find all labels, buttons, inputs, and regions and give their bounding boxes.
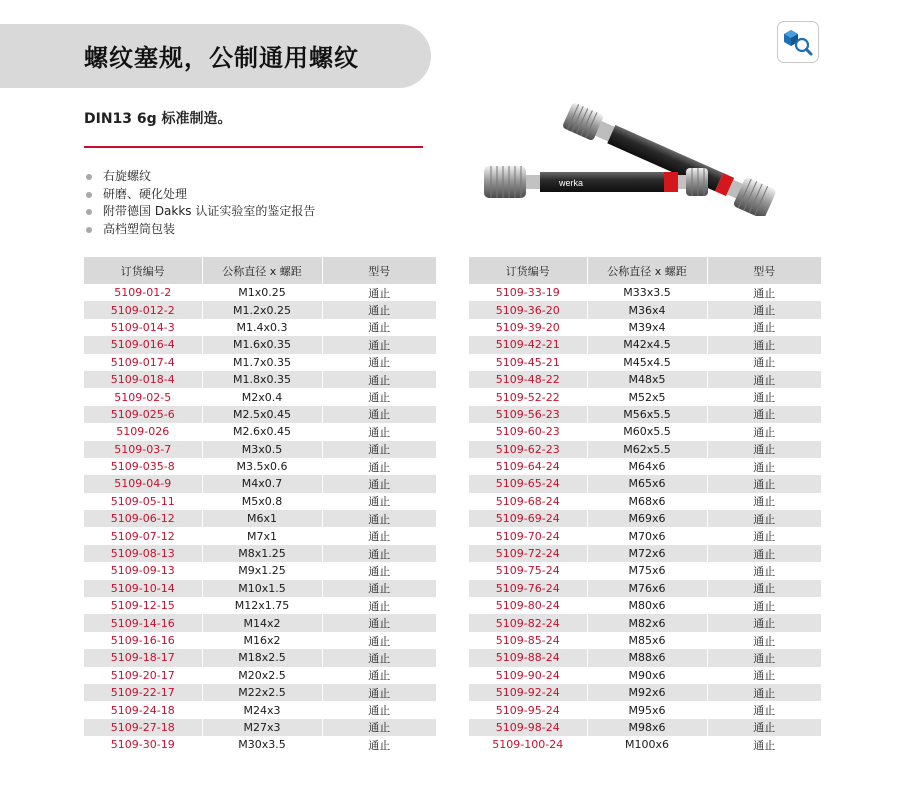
model-cell: 通止	[707, 371, 821, 388]
nominal-size-cell: M98x6	[587, 719, 707, 736]
order-number-cell: 5109-30-19	[84, 736, 202, 753]
order-number-cell: 5109-20-17	[84, 667, 202, 684]
nominal-size-cell: M82x6	[587, 614, 707, 631]
feature-list	[84, 168, 315, 238]
order-number-cell: 5109-07-12	[84, 527, 202, 544]
model-cell: 通止	[707, 301, 821, 318]
order-number-cell: 5109-65-24	[469, 475, 587, 492]
order-number-cell: 5109-12-15	[84, 597, 202, 614]
table-row	[469, 597, 821, 614]
nominal-size-cell: M27x3	[202, 719, 322, 736]
order-number-cell: 5109-27-18	[84, 719, 202, 736]
order-number-cell: 5109-06-12	[84, 510, 202, 527]
model-cell: 通止	[707, 441, 821, 458]
model-cell: 通止	[707, 736, 821, 753]
order-number-cell: 5109-018-4	[84, 371, 202, 388]
header-nominal-size: 公称直径 x 螺距	[587, 257, 707, 284]
model-cell: 通止	[707, 684, 821, 701]
order-number-cell: 5109-60-23	[469, 423, 587, 440]
order-number-cell: 5109-72-24	[469, 545, 587, 562]
nominal-size-cell: M12x1.75	[202, 597, 322, 614]
nominal-size-cell: M64x6	[587, 458, 707, 475]
feature-item: 高档塑筒包装	[84, 221, 315, 239]
model-cell: 通止	[322, 475, 436, 492]
model-cell: 通止	[322, 597, 436, 614]
table-row	[469, 475, 821, 492]
table-row	[84, 719, 436, 736]
nominal-size-cell: M45x4.5	[587, 354, 707, 371]
table-row	[469, 510, 821, 527]
nominal-size-cell: M20x2.5	[202, 667, 322, 684]
header-model: 型号	[707, 257, 821, 284]
nominal-size-cell: M18x2.5	[202, 649, 322, 666]
table-row	[469, 667, 821, 684]
model-cell: 通止	[322, 423, 436, 440]
table-row	[469, 371, 821, 388]
table-row	[469, 423, 821, 440]
nominal-size-cell: M3x0.5	[202, 441, 322, 458]
table-row	[84, 649, 436, 666]
order-number-cell: 5109-10-14	[84, 580, 202, 597]
table-row	[84, 354, 436, 371]
table-row	[469, 701, 821, 718]
nominal-size-cell: M1x0.25	[202, 284, 322, 301]
table-row	[469, 458, 821, 475]
order-number-cell: 5109-95-24	[469, 701, 587, 718]
nominal-size-cell: M68x6	[587, 493, 707, 510]
table-row	[469, 719, 821, 736]
nominal-size-cell: M2x0.4	[202, 388, 322, 405]
nominal-size-cell: M48x5	[587, 371, 707, 388]
model-cell: 通止	[322, 406, 436, 423]
model-cell: 通止	[322, 388, 436, 405]
header-order-number: 订货编号	[84, 257, 202, 284]
table-row	[84, 319, 436, 336]
table-header-row	[469, 257, 821, 284]
model-cell: 通止	[322, 354, 436, 371]
nominal-size-cell: M39x4	[587, 319, 707, 336]
order-number-cell: 5109-08-13	[84, 545, 202, 562]
model-cell: 通止	[707, 336, 821, 353]
order-number-cell: 5109-98-24	[469, 719, 587, 736]
order-number-cell: 5109-90-24	[469, 667, 587, 684]
table-row	[84, 423, 436, 440]
nominal-size-cell: M7x1	[202, 527, 322, 544]
table-row	[469, 684, 821, 701]
nominal-size-cell: M10x1.5	[202, 580, 322, 597]
order-number-cell: 5109-14-16	[84, 614, 202, 631]
nominal-size-cell: M90x6	[587, 667, 707, 684]
order-number-cell: 5109-82-24	[469, 614, 587, 631]
model-cell: 通止	[707, 545, 821, 562]
header-model: 型号	[322, 257, 436, 284]
order-number-cell: 5109-64-24	[469, 458, 587, 475]
nominal-size-cell: M22x2.5	[202, 684, 322, 701]
gauge-back	[561, 100, 777, 216]
model-cell: 通止	[322, 336, 436, 353]
nominal-size-cell: M3.5x0.6	[202, 458, 322, 475]
nominal-size-cell: M16x2	[202, 632, 322, 649]
table-row	[84, 301, 436, 318]
table-row	[469, 493, 821, 510]
model-cell: 通止	[707, 319, 821, 336]
model-cell: 通止	[322, 441, 436, 458]
order-number-cell: 5109-04-9	[84, 475, 202, 492]
model-cell: 通止	[707, 614, 821, 631]
order-number-cell: 5109-22-17	[84, 684, 202, 701]
order-number-cell: 5109-24-18	[84, 701, 202, 718]
model-cell: 通止	[707, 493, 821, 510]
order-number-cell: 5109-45-21	[469, 354, 587, 371]
model-cell: 通止	[322, 510, 436, 527]
order-number-cell: 5109-014-3	[84, 319, 202, 336]
table-row	[84, 371, 436, 388]
nominal-size-cell: M60x5.5	[587, 423, 707, 440]
model-cell: 通止	[707, 423, 821, 440]
table-header-row	[84, 257, 436, 284]
order-number-cell: 5109-75-24	[469, 562, 587, 579]
nominal-size-cell: M52x5	[587, 388, 707, 405]
feature-item: 研磨、硬化处理	[84, 186, 315, 204]
product-table	[469, 257, 821, 754]
nominal-size-cell: M14x2	[202, 614, 322, 631]
table-row	[84, 545, 436, 562]
divider	[84, 146, 423, 148]
model-cell: 通止	[707, 458, 821, 475]
table-row	[469, 388, 821, 405]
nominal-size-cell: M95x6	[587, 701, 707, 718]
nominal-size-cell: M6x1	[202, 510, 322, 527]
model-cell: 通止	[322, 736, 436, 753]
nominal-size-cell: M24x3	[202, 701, 322, 718]
order-number-cell: 5109-16-16	[84, 632, 202, 649]
table-row	[84, 527, 436, 544]
gauge-table-right	[469, 257, 821, 754]
table-row	[469, 649, 821, 666]
nominal-size-cell: M1.6x0.35	[202, 336, 322, 353]
order-number-cell: 5109-68-24	[469, 493, 587, 510]
order-number-cell: 5109-05-11	[84, 493, 202, 510]
table-row	[84, 736, 436, 753]
order-number-cell: 5109-01-2	[84, 284, 202, 301]
model-cell: 通止	[322, 632, 436, 649]
table-row	[469, 301, 821, 318]
table-row	[469, 441, 821, 458]
order-number-cell: 5109-026	[84, 423, 202, 440]
table-row	[84, 406, 436, 423]
model-cell: 通止	[707, 406, 821, 423]
nominal-size-cell: M88x6	[587, 649, 707, 666]
order-number-cell: 5109-80-24	[469, 597, 587, 614]
table-row	[84, 597, 436, 614]
nominal-size-cell: M72x6	[587, 545, 707, 562]
model-cell: 通止	[707, 701, 821, 718]
model-cell: 通止	[322, 301, 436, 318]
order-number-cell: 5109-100-24	[469, 736, 587, 753]
thread-gauge-image	[478, 96, 778, 216]
model-cell: 通止	[322, 719, 436, 736]
order-number-cell: 5109-85-24	[469, 632, 587, 649]
model-cell: 通止	[322, 371, 436, 388]
model-cell: 通止	[322, 562, 436, 579]
table-row	[469, 736, 821, 753]
order-number-cell: 5109-012-2	[84, 301, 202, 318]
model-cell: 通止	[322, 319, 436, 336]
feature-item: 附带德国 Dakks 认证实验室的鉴定报告	[84, 203, 315, 221]
table-row	[84, 458, 436, 475]
model-cell: 通止	[707, 667, 821, 684]
order-number-cell: 5109-88-24	[469, 649, 587, 666]
table-row	[469, 336, 821, 353]
table-row	[469, 284, 821, 301]
order-number-cell: 5109-03-7	[84, 441, 202, 458]
nominal-size-cell: M69x6	[587, 510, 707, 527]
nominal-size-cell: M100x6	[587, 736, 707, 753]
model-cell: 通止	[322, 684, 436, 701]
model-cell: 通止	[707, 510, 821, 527]
table-row	[84, 632, 436, 649]
nominal-size-cell: M4x0.7	[202, 475, 322, 492]
table-row	[84, 493, 436, 510]
table-row	[84, 580, 436, 597]
model-cell: 通止	[322, 545, 436, 562]
model-cell: 通止	[322, 701, 436, 718]
nominal-size-cell: M42x4.5	[587, 336, 707, 353]
brand-label: werka	[559, 178, 584, 188]
table-row	[469, 354, 821, 371]
model-cell: 通止	[707, 527, 821, 544]
order-number-cell: 5109-09-13	[84, 562, 202, 579]
nominal-size-cell: M1.2x0.25	[202, 301, 322, 318]
table-row	[84, 336, 436, 353]
nominal-size-cell: M75x6	[587, 562, 707, 579]
model-cell: 通止	[707, 649, 821, 666]
table-row	[84, 441, 436, 458]
nominal-size-cell: M70x6	[587, 527, 707, 544]
model-cell: 通止	[707, 388, 821, 405]
table-row	[469, 545, 821, 562]
order-number-cell: 5109-56-23	[469, 406, 587, 423]
table-row	[84, 475, 436, 492]
order-number-cell: 5109-62-23	[469, 441, 587, 458]
nominal-size-cell: M1.7x0.35	[202, 354, 322, 371]
table-row	[84, 510, 436, 527]
table-row	[84, 684, 436, 701]
order-number-cell: 5109-42-21	[469, 336, 587, 353]
model-cell: 通止	[707, 562, 821, 579]
order-number-cell: 5109-035-8	[84, 458, 202, 475]
order-number-cell: 5109-18-17	[84, 649, 202, 666]
model-cell: 通止	[322, 284, 436, 301]
order-number-cell: 5109-92-24	[469, 684, 587, 701]
model-cell: 通止	[322, 580, 436, 597]
table-row	[84, 614, 436, 631]
nominal-size-cell: M33x3.5	[587, 284, 707, 301]
nominal-size-cell: M65x6	[587, 475, 707, 492]
model-cell: 通止	[322, 527, 436, 544]
nominal-size-cell: M62x5.5	[587, 441, 707, 458]
nominal-size-cell: M30x3.5	[202, 736, 322, 753]
order-number-cell: 5109-70-24	[469, 527, 587, 544]
nominal-size-cell: M9x1.25	[202, 562, 322, 579]
model-cell: 通止	[707, 475, 821, 492]
nominal-size-cell: M80x6	[587, 597, 707, 614]
gauge-table-left	[84, 257, 436, 754]
nominal-size-cell: M2.6x0.45	[202, 423, 322, 440]
nominal-size-cell: M56x5.5	[587, 406, 707, 423]
model-cell: 通止	[322, 649, 436, 666]
nominal-size-cell: M92x6	[587, 684, 707, 701]
order-number-cell: 5109-33-19	[469, 284, 587, 301]
table-row	[84, 388, 436, 405]
order-number-cell: 5109-39-20	[469, 319, 587, 336]
search-button[interactable]	[777, 21, 819, 63]
table-row	[469, 406, 821, 423]
order-number-cell: 5109-52-22	[469, 388, 587, 405]
order-number-cell: 5109-69-24	[469, 510, 587, 527]
model-cell: 通止	[322, 493, 436, 510]
nominal-size-cell: M1.4x0.3	[202, 319, 322, 336]
model-cell: 通止	[322, 614, 436, 631]
nominal-size-cell: M36x4	[587, 301, 707, 318]
header-nominal-size: 公称直径 x 螺距	[202, 257, 322, 284]
model-cell: 通止	[707, 580, 821, 597]
table-row	[469, 319, 821, 336]
order-number-cell: 5109-025-6	[84, 406, 202, 423]
model-cell: 通止	[707, 284, 821, 301]
order-number-cell: 5109-76-24	[469, 580, 587, 597]
model-cell: 通止	[322, 667, 436, 684]
product-table	[84, 257, 436, 754]
table-row	[469, 527, 821, 544]
nominal-size-cell: M76x6	[587, 580, 707, 597]
model-cell: 通止	[322, 458, 436, 475]
table-row	[469, 562, 821, 579]
table-row	[469, 580, 821, 597]
table-row	[469, 614, 821, 631]
order-number-cell: 5109-36-20	[469, 301, 587, 318]
header-order-number: 订货编号	[469, 257, 587, 284]
nominal-size-cell: M1.8x0.35	[202, 371, 322, 388]
table-row	[84, 701, 436, 718]
table-row	[84, 667, 436, 684]
model-cell: 通止	[707, 632, 821, 649]
table-row	[84, 562, 436, 579]
nominal-size-cell: M8x1.25	[202, 545, 322, 562]
model-cell: 通止	[707, 597, 821, 614]
nominal-size-cell: M85x6	[587, 632, 707, 649]
table-row	[469, 632, 821, 649]
nominal-size-cell: M5x0.8	[202, 493, 322, 510]
order-number-cell: 5109-48-22	[469, 371, 587, 388]
nominal-size-cell: M2.5x0.45	[202, 406, 322, 423]
feature-item: 右旋螺纹	[84, 168, 315, 186]
table-row	[84, 284, 436, 301]
model-cell: 通止	[707, 719, 821, 736]
model-cell: 通止	[707, 354, 821, 371]
page-title: 螺纹塞规，公制通用螺纹	[84, 44, 359, 72]
order-number-cell: 5109-017-4	[84, 354, 202, 371]
standard-subtitle: DIN13 6g 标准制造。	[84, 111, 232, 127]
order-number-cell: 5109-016-4	[84, 336, 202, 353]
order-number-cell: 5109-02-5	[84, 388, 202, 405]
search-icon	[782, 26, 814, 58]
